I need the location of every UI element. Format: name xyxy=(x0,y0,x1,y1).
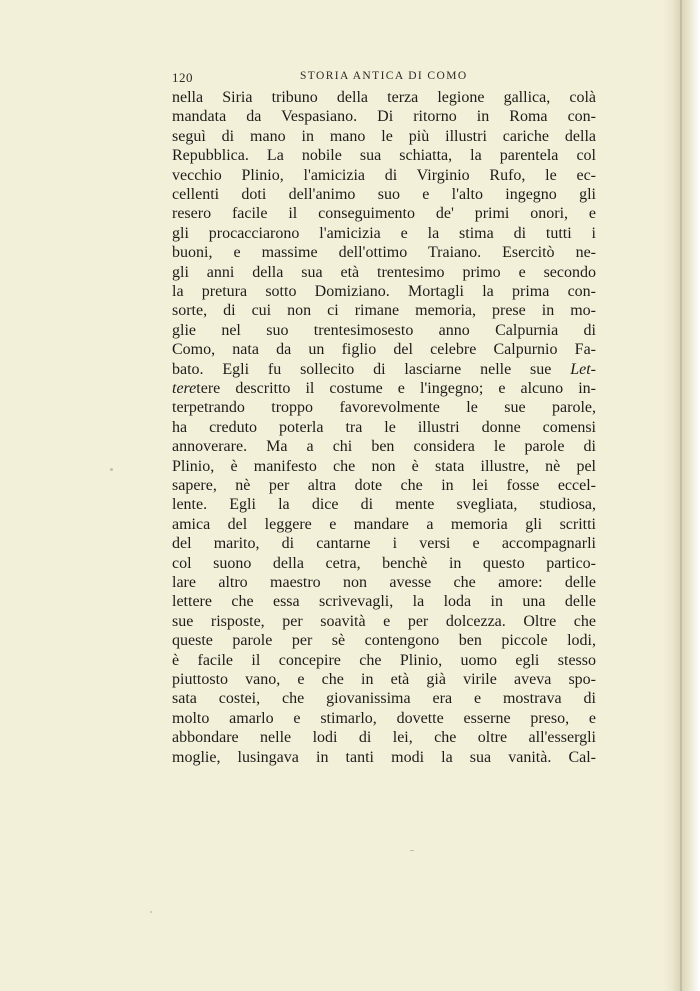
text-line: è facile il concepire che Plinio, uomo egli stesso xyxy=(172,651,596,669)
text-fragment: bato. Egli fu sollecito di lasciarne nelle sue xyxy=(172,360,571,378)
text-line: amica del leggere e mandare a memoria gli scritti xyxy=(172,515,596,533)
text-line: lente. Egli la dice di mente svegliata, studiosa, xyxy=(172,496,596,514)
text-line: lettere che essa scrivevagli, la loda in una delle xyxy=(172,593,596,611)
text-line: ha creduto poterla tra le illustri donne comensi xyxy=(172,418,596,436)
text-line: resero facile il conseguimento de' primi onori, e xyxy=(172,205,596,223)
body-text xyxy=(172,88,596,848)
text-line: Como, nata da un figlio del celebre Calpurnio Fa- xyxy=(172,341,596,359)
text-line: mandata da Vespasiano. Di ritorno in Roma con- xyxy=(172,108,596,126)
text-line: gli procacciarono l'amicizia e la stima di tutti i xyxy=(172,224,596,242)
text-line: la pretura sotto Domiziano. Mortagli la prima con- xyxy=(172,283,596,300)
text-line: Plinio, è manifesto che non è stata illustre, nè pel xyxy=(172,457,596,475)
text-fragment: tere descritto il costume e l'ingegno; e alcuno in- xyxy=(196,380,596,397)
text-line: sorte, di cui non ci rimane memoria, prese in mo- xyxy=(172,302,596,320)
text-line: cellenti doti dell'animo suo e l'alto ingegno gli xyxy=(172,186,596,203)
text-line: seguì di mano in mano le più illustri cariche della xyxy=(172,127,596,145)
text-line: piuttosto vano, e che in età già virile aveva spo- xyxy=(172,671,596,688)
text-line: sata costei, che giovanissima era e mostrava di xyxy=(172,690,596,708)
text-line: abbondare nelle lodi di lei, che oltre all'essergli xyxy=(172,729,596,747)
paper-speck xyxy=(150,911,152,913)
text-line: molto amarlo e stimarlo, dovette esserne preso, e xyxy=(172,709,596,727)
text-line: Repubblica. La nobile sua schiatta, la parentela col xyxy=(172,147,596,165)
text-line: gli anni della sua età trentesimo primo e secondo xyxy=(172,263,596,281)
text-line: vecchio Plinio, l'amicizia di Virginio Rufo, le ec- xyxy=(172,166,596,184)
text-line-with-italic xyxy=(172,379,596,398)
text-line: sapere, nè per altra dote che in lei fosse eccel- xyxy=(172,477,596,494)
text-line: annoverare. Ma a chi ben considera le parole di xyxy=(172,438,596,456)
text-line: del marito, di cantarne i versi e accompagnarli xyxy=(172,535,596,553)
italic-word: Let- xyxy=(570,360,596,378)
page-edge-shadow xyxy=(662,0,700,991)
page-number: 120 xyxy=(172,70,193,85)
text-line: terpetrando troppo favorevolmente le sue parole, xyxy=(172,399,596,417)
text-line: moglie, lusingava in tanti modi la sua vanità. Cal- xyxy=(172,748,596,766)
running-title: STORIA ANTICA DI COMO xyxy=(300,70,468,82)
text-line: queste parole per sè contengono ben piccole lodi, xyxy=(172,632,596,650)
text-line: buoni, e massime dell'ottimo Traiano. Esercitò ne- xyxy=(172,244,596,262)
text-line: glie nel suo trentesimosesto anno Calpurnia di xyxy=(172,321,596,339)
paper-speck xyxy=(110,468,113,471)
italic-word: tere xyxy=(172,380,197,397)
text-line-with-italic xyxy=(172,360,596,379)
text-line: lare altro maestro non avesse che amore: delle xyxy=(172,574,596,591)
text-line: nella Siria tribuno della terza legione gallica, colà xyxy=(172,89,596,106)
text-line: sue risposte, per soavità e per dolcezza. Oltre che xyxy=(172,612,596,630)
page-header xyxy=(172,70,596,88)
text-line: col suono della cetra, benchè in questo partico- xyxy=(172,554,596,572)
paper-speck xyxy=(410,850,414,851)
